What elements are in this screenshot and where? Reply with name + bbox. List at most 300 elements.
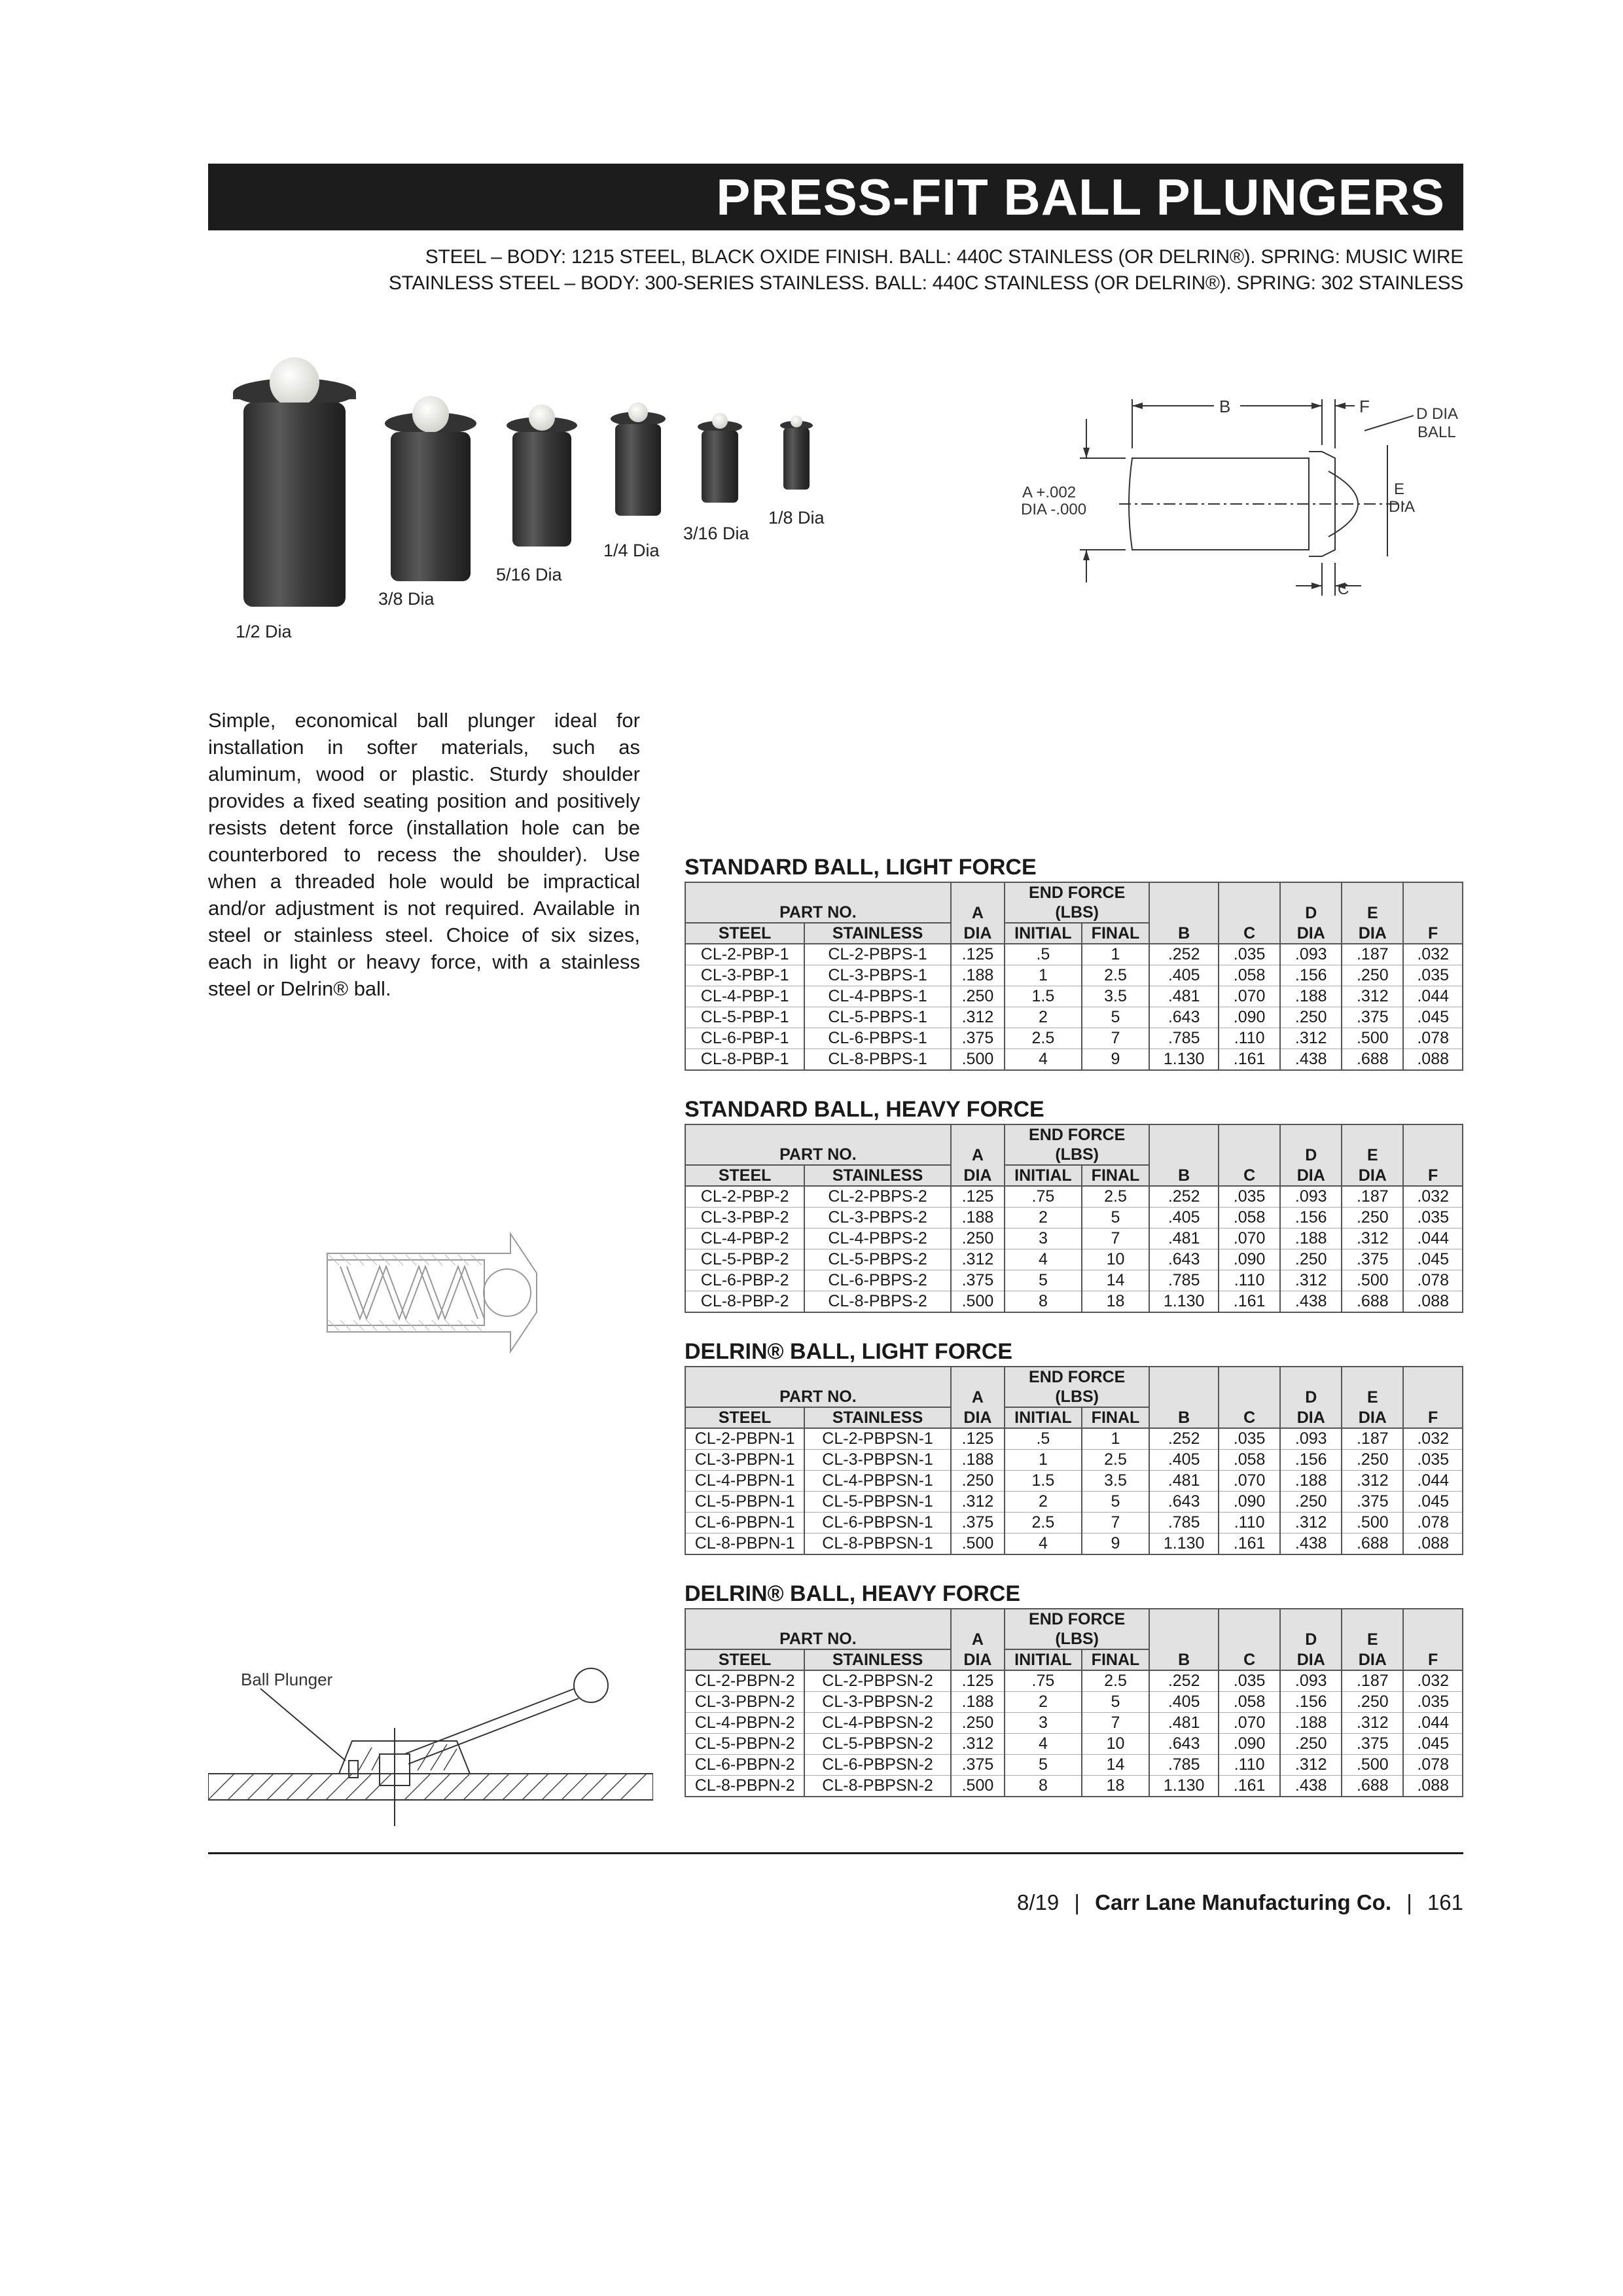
header-blank (1149, 1124, 1219, 1145)
cell-final-force: 7 (1082, 1713, 1150, 1734)
header-blank (1219, 1367, 1280, 1387)
cell-f: .045 (1403, 1492, 1463, 1513)
header-e: E (1342, 1387, 1403, 1407)
cell-f: .045 (1403, 1007, 1463, 1028)
cell-f: .088 (1403, 1776, 1463, 1797)
table-body (685, 1670, 1463, 1797)
cell-c: .070 (1219, 1471, 1280, 1492)
header-f: F (1403, 1649, 1463, 1670)
header-blank (1149, 1387, 1219, 1407)
cell-initial-force: 3 (1005, 1229, 1082, 1249)
cell-stainless-part-no: CL-4-PBPSN-1 (804, 1471, 950, 1492)
cell-c: .070 (1219, 986, 1280, 1007)
footer-date: 8/19 (1016, 1890, 1060, 1914)
header-blank (1403, 1629, 1463, 1649)
header-blank (1219, 882, 1280, 903)
header-row (685, 1629, 1463, 1649)
cell-initial-force: 4 (1005, 1049, 1082, 1071)
cell-f: .032 (1403, 1670, 1463, 1692)
table-header (685, 1609, 1463, 1670)
header-blank (685, 1124, 951, 1145)
cell-b: .481 (1149, 986, 1219, 1007)
cell-e-dia: .688 (1342, 1534, 1403, 1555)
cell-f: .045 (1403, 1249, 1463, 1270)
spring-cross-section (314, 1214, 550, 1371)
cell-b: .405 (1149, 1208, 1219, 1229)
header-blank (1149, 882, 1219, 903)
cell-steel-part-no: CL-5-PBP-1 (685, 1007, 804, 1028)
cell-steel-part-no: CL-6-PBPN-2 (685, 1755, 804, 1776)
cell-a-dia: .312 (951, 1249, 1005, 1270)
cell-c: .090 (1219, 1492, 1280, 1513)
cell-b: .481 (1149, 1229, 1219, 1249)
table-title: STANDARD BALL, LIGHT FORCE (685, 855, 1037, 880)
cell-c: .070 (1219, 1713, 1280, 1734)
cell-d-dia: .250 (1280, 1007, 1342, 1028)
cell-e-dia: .312 (1342, 986, 1403, 1007)
header-row (685, 1165, 1463, 1186)
header-blank (1403, 1609, 1463, 1629)
cell-c: .035 (1219, 944, 1280, 965)
spec-table (685, 1366, 1463, 1555)
cell-f: .035 (1403, 965, 1463, 986)
table-row (685, 1249, 1463, 1270)
cell-a-dia: .250 (951, 1713, 1005, 1734)
header-stainless: STAINLESS (804, 1649, 950, 1670)
cell-stainless-part-no: CL-8-PBPSN-2 (804, 1776, 950, 1797)
cell-initial-force: 2.5 (1005, 1513, 1082, 1534)
cell-d-dia: .312 (1280, 1513, 1342, 1534)
cell-d-dia: .188 (1280, 1229, 1342, 1249)
header-row (685, 1609, 1463, 1629)
title-bar (208, 164, 1463, 230)
cell-a-dia: .125 (951, 1670, 1005, 1692)
spec-table (685, 1608, 1463, 1797)
cell-steel-part-no: CL-3-PBPN-1 (685, 1450, 804, 1471)
cell-e-dia: .500 (1342, 1755, 1403, 1776)
cell-stainless-part-no: CL-2-PBPSN-1 (804, 1428, 950, 1450)
size-label-three-sixteenths: 3/16 Dia (683, 524, 749, 543)
header-blank (951, 882, 1005, 903)
header-blank (1219, 903, 1280, 923)
cell-final-force: 18 (1082, 1776, 1150, 1797)
cell-c: .110 (1219, 1513, 1280, 1534)
plunger-half-inch (233, 357, 356, 607)
header-d: D (1280, 1145, 1342, 1165)
cell-c: .058 (1219, 1450, 1280, 1471)
header-part-no: PART NO. (685, 1145, 951, 1165)
plunger-eighth-inch (780, 416, 813, 490)
cell-initial-force: 1 (1005, 1450, 1082, 1471)
cell-stainless-part-no: CL-3-PBPS-1 (804, 965, 950, 986)
header-blank (1342, 882, 1403, 903)
cell-stainless-part-no: CL-3-PBPS-2 (804, 1208, 950, 1229)
cell-c: .090 (1219, 1249, 1280, 1270)
header-d: D (1280, 1629, 1342, 1649)
product-photo (196, 340, 851, 668)
header-e: E (1342, 1145, 1403, 1165)
header-row (685, 1124, 1463, 1145)
table-header (685, 1124, 1463, 1186)
cell-d-dia: .093 (1280, 1186, 1342, 1208)
header-stainless: STAINLESS (804, 1407, 950, 1428)
header-final: FINAL (1082, 1165, 1150, 1186)
cell-e-dia: .688 (1342, 1291, 1403, 1313)
table-row (685, 1450, 1463, 1471)
table-body (685, 944, 1463, 1070)
product-description: Simple, economical ball plunger ideal for installation in softer materials, such as aluminum, wood or plastic. Sturdy shoulder provides a fixed seating position and positively resists detent force (installation hole can be counterbored to recess the shoulder). Use when a threaded hole would be impractical and/or adjustment is not required. Available in steel or stainless steel. Choice of six sizes, each in light or heavy force, with a stainless steel or Delrin® ball. (208, 709, 640, 1000)
cell-a-dia: .250 (951, 1229, 1005, 1249)
header-initial: INITIAL (1005, 1165, 1082, 1186)
cell-d-dia: .250 (1280, 1492, 1342, 1513)
header-row (685, 1387, 1463, 1407)
cell-b: .785 (1149, 1270, 1219, 1291)
cell-stainless-part-no: CL-5-PBPS-2 (804, 1249, 950, 1270)
footer-company: Carr Lane Manufacturing Co. (1095, 1890, 1392, 1914)
dimension-drawing-svg (1021, 386, 1479, 602)
cell-stainless-part-no: CL-8-PBPS-2 (804, 1291, 950, 1313)
header-a-dia: DIA (951, 923, 1005, 944)
cell-a-dia: .375 (951, 1513, 1005, 1534)
cell-e-dia: .187 (1342, 1428, 1403, 1450)
header-stainless: STAINLESS (804, 1165, 950, 1186)
cell-e-dia: .312 (1342, 1471, 1403, 1492)
cell-b: .481 (1149, 1471, 1219, 1492)
cell-f: .078 (1403, 1755, 1463, 1776)
cell-f: .078 (1403, 1270, 1463, 1291)
header-end-force: END FORCE (1005, 1124, 1149, 1145)
cell-final-force: 2.5 (1082, 965, 1150, 986)
header-e: E (1342, 903, 1403, 923)
cell-stainless-part-no: CL-5-PBPS-1 (804, 1007, 950, 1028)
cell-initial-force: .75 (1005, 1186, 1082, 1208)
table-row (685, 1229, 1463, 1249)
cell-final-force: 3.5 (1082, 986, 1150, 1007)
cell-initial-force: 4 (1005, 1534, 1082, 1555)
header-e-dia: DIA (1342, 1649, 1403, 1670)
dim-e-line1: E (1394, 480, 1405, 498)
header-d-dia: DIA (1280, 1165, 1342, 1186)
cell-steel-part-no: CL-6-PBPN-1 (685, 1513, 804, 1534)
table-row (685, 1208, 1463, 1229)
cell-b: 1.130 (1149, 1776, 1219, 1797)
header-blank (1280, 882, 1342, 903)
cell-c: .161 (1219, 1049, 1280, 1071)
cell-b: .481 (1149, 1713, 1219, 1734)
cell-steel-part-no: CL-6-PBP-2 (685, 1270, 804, 1291)
header-blank (1149, 1367, 1219, 1387)
cell-f: .078 (1403, 1028, 1463, 1049)
cell-initial-force: 4 (1005, 1249, 1082, 1270)
cell-final-force: 1 (1082, 944, 1150, 965)
table-body (685, 1428, 1463, 1554)
table-row (685, 1270, 1463, 1291)
header-f: F (1403, 923, 1463, 944)
header-row (685, 882, 1463, 903)
cell-d-dia: .312 (1280, 1755, 1342, 1776)
header-steel: STEEL (685, 1407, 804, 1428)
cell-d-dia: .188 (1280, 1713, 1342, 1734)
cell-e-dia: .250 (1342, 1208, 1403, 1229)
header-blank (1342, 1367, 1403, 1387)
cell-d-dia: .438 (1280, 1776, 1342, 1797)
cell-b: .252 (1149, 1428, 1219, 1450)
table-row (685, 986, 1463, 1007)
table-block-standard-heavy (685, 1096, 1463, 1313)
cell-c: .161 (1219, 1291, 1280, 1313)
cell-c: .090 (1219, 1734, 1280, 1755)
cell-initial-force: 2 (1005, 1208, 1082, 1229)
header-a: A (951, 1629, 1005, 1649)
cell-final-force: 3.5 (1082, 1471, 1150, 1492)
cell-e-dia: .500 (1342, 1513, 1403, 1534)
table-row (685, 965, 1463, 986)
cell-b: .252 (1149, 1186, 1219, 1208)
cell-final-force: 5 (1082, 1208, 1150, 1229)
header-row (685, 903, 1463, 923)
table-row (685, 1734, 1463, 1755)
cell-c: .058 (1219, 965, 1280, 986)
cell-final-force: 5 (1082, 1692, 1150, 1713)
cell-stainless-part-no: CL-4-PBPS-2 (804, 1229, 950, 1249)
cell-a-dia: .500 (951, 1049, 1005, 1071)
table-row (685, 1713, 1463, 1734)
dim-a-line2: DIA -.000 (1021, 501, 1087, 518)
header-blank (1149, 1629, 1219, 1649)
cell-f: .035 (1403, 1450, 1463, 1471)
cell-a-dia: .312 (951, 1492, 1005, 1513)
header-e-dia: DIA (1342, 923, 1403, 944)
cell-d-dia: .156 (1280, 965, 1342, 986)
cell-f: .032 (1403, 944, 1463, 965)
cell-stainless-part-no: CL-8-PBPSN-1 (804, 1534, 950, 1555)
header-f: F (1403, 1407, 1463, 1428)
cell-final-force: 5 (1082, 1492, 1150, 1513)
header-blank (1149, 903, 1219, 923)
installation-diagram-svg (208, 1656, 653, 1826)
cell-a-dia: .125 (951, 944, 1005, 965)
cell-e-dia: .250 (1342, 1692, 1403, 1713)
cell-b: .252 (1149, 944, 1219, 965)
cell-steel-part-no: CL-2-PBPN-1 (685, 1428, 804, 1450)
cell-stainless-part-no: CL-6-PBPS-2 (804, 1270, 950, 1291)
table-body (685, 1186, 1463, 1312)
table-row (685, 1471, 1463, 1492)
header-lbs: (LBS) (1005, 903, 1149, 923)
cell-d-dia: .188 (1280, 1471, 1342, 1492)
header-e-dia: DIA (1342, 1407, 1403, 1428)
cell-d-dia: .188 (1280, 986, 1342, 1007)
header-b: B (1149, 1407, 1219, 1428)
cell-f: .032 (1403, 1186, 1463, 1208)
cell-final-force: 5 (1082, 1007, 1150, 1028)
cell-steel-part-no: CL-2-PBP-2 (685, 1186, 804, 1208)
header-d-dia: DIA (1280, 1649, 1342, 1670)
cell-final-force: 7 (1082, 1229, 1150, 1249)
cell-b: .785 (1149, 1513, 1219, 1534)
cell-d-dia: .156 (1280, 1208, 1342, 1229)
cell-a-dia: .125 (951, 1186, 1005, 1208)
cell-e-dia: .375 (1342, 1249, 1403, 1270)
table-header (685, 882, 1463, 944)
page-footer (1017, 1890, 1463, 1915)
cell-d-dia: .156 (1280, 1450, 1342, 1471)
header-blank (1219, 1609, 1280, 1629)
header-c: C (1219, 923, 1280, 944)
dim-d-line2: BALL (1418, 423, 1456, 441)
header-lbs: (LBS) (1005, 1145, 1149, 1165)
cell-stainless-part-no: CL-6-PBPS-1 (804, 1028, 950, 1049)
cell-c: .035 (1219, 1428, 1280, 1450)
header-blank (1219, 1145, 1280, 1165)
cell-steel-part-no: CL-5-PBPN-1 (685, 1492, 804, 1513)
cell-c: .161 (1219, 1534, 1280, 1555)
header-blank (1280, 1124, 1342, 1145)
cell-f: .044 (1403, 1471, 1463, 1492)
cell-final-force: 2.5 (1082, 1670, 1150, 1692)
cell-a-dia: .312 (951, 1734, 1005, 1755)
table-row (685, 1534, 1463, 1555)
cell-e-dia: .187 (1342, 1186, 1403, 1208)
cell-final-force: 14 (1082, 1755, 1150, 1776)
cell-f: .032 (1403, 1428, 1463, 1450)
cell-steel-part-no: CL-4-PBP-2 (685, 1229, 804, 1249)
page-title: PRESS-FIT BALL PLUNGERS (716, 168, 1445, 226)
table-row (685, 1028, 1463, 1049)
ball-plunger-callout: Ball Plunger (241, 1670, 333, 1689)
cell-f: .035 (1403, 1208, 1463, 1229)
cell-b: .643 (1149, 1492, 1219, 1513)
cell-d-dia: .093 (1280, 1670, 1342, 1692)
cell-c: .110 (1219, 1270, 1280, 1291)
cell-initial-force: 1.5 (1005, 986, 1082, 1007)
cell-f: .044 (1403, 1229, 1463, 1249)
header-final: FINAL (1082, 1649, 1150, 1670)
size-label-three-eighths: 3/8 Dia (378, 589, 435, 609)
cell-steel-part-no: CL-3-PBPN-2 (685, 1692, 804, 1713)
spec-line-stainless: STAINLESS STEEL – BODY: 300-SERIES STAINLESS. BALL: 440C STAINLESS (OR DELRIN®). SPRING: 302 STAINLESS (388, 272, 1463, 294)
header-lbs: (LBS) (1005, 1629, 1149, 1649)
cell-steel-part-no: CL-6-PBP-1 (685, 1028, 804, 1049)
cell-stainless-part-no: CL-2-PBPSN-2 (804, 1670, 950, 1692)
table-row (685, 1186, 1463, 1208)
cell-steel-part-no: CL-4-PBPN-2 (685, 1713, 804, 1734)
header-b: B (1149, 1165, 1219, 1186)
cell-c: .035 (1219, 1186, 1280, 1208)
cell-final-force: 7 (1082, 1513, 1150, 1534)
cell-a-dia: .250 (951, 1471, 1005, 1492)
cell-steel-part-no: CL-8-PBP-1 (685, 1049, 804, 1071)
header-stainless: STAINLESS (804, 923, 950, 944)
cell-f: .045 (1403, 1734, 1463, 1755)
cell-c: .161 (1219, 1776, 1280, 1797)
table-title: DELRIN® BALL, HEAVY FORCE (685, 1581, 1021, 1606)
header-blank (1342, 1609, 1403, 1629)
table-title: DELRIN® BALL, LIGHT FORCE (685, 1339, 1013, 1364)
header-blank (1403, 1367, 1463, 1387)
ball-plungers-illustration (196, 340, 851, 668)
header-c: C (1219, 1649, 1280, 1670)
header-e-dia: DIA (1342, 1165, 1403, 1186)
header-blank (1149, 1145, 1219, 1165)
header-d: D (1280, 903, 1342, 923)
header-row (685, 1407, 1463, 1428)
cell-final-force: 18 (1082, 1291, 1150, 1313)
cell-e-dia: .250 (1342, 1450, 1403, 1471)
header-blank (1149, 1609, 1219, 1629)
cell-b: 1.130 (1149, 1049, 1219, 1071)
cell-a-dia: .375 (951, 1270, 1005, 1291)
footer-page-number: 161 (1427, 1890, 1463, 1914)
table-row (685, 1007, 1463, 1028)
cell-b: .405 (1149, 1692, 1219, 1713)
cell-a-dia: .500 (951, 1534, 1005, 1555)
plunger-quarter-inch (611, 403, 666, 516)
header-a: A (951, 903, 1005, 923)
header-blank (1403, 1124, 1463, 1145)
table-row (685, 1428, 1463, 1450)
table-row (685, 1291, 1463, 1313)
dim-e-line2: DIA (1389, 498, 1416, 516)
cell-final-force: 10 (1082, 1734, 1150, 1755)
cell-initial-force: 2 (1005, 1492, 1082, 1513)
dimension-drawing (1021, 386, 1479, 602)
table-row (685, 1692, 1463, 1713)
plunger-three-sixteenths (698, 413, 742, 503)
dim-d-line1: D DIA (1416, 405, 1459, 423)
size-label-quarter: 1/4 Dia (603, 541, 660, 560)
table-row (685, 1513, 1463, 1534)
cell-e-dia: .688 (1342, 1049, 1403, 1071)
header-blank (1219, 1629, 1280, 1649)
cell-stainless-part-no: CL-3-PBPSN-2 (804, 1692, 950, 1713)
cell-initial-force: 2.5 (1005, 1028, 1082, 1049)
cell-c: .110 (1219, 1755, 1280, 1776)
header-blank (1403, 903, 1463, 923)
cell-d-dia: .312 (1280, 1270, 1342, 1291)
cell-steel-part-no: CL-8-PBPN-2 (685, 1776, 804, 1797)
header-blank (1342, 1124, 1403, 1145)
header-blank (1403, 1387, 1463, 1407)
cell-steel-part-no: CL-8-PBPN-1 (685, 1534, 804, 1555)
cell-a-dia: .188 (951, 965, 1005, 986)
cell-f: .088 (1403, 1291, 1463, 1313)
cell-steel-part-no: CL-4-PBPN-1 (685, 1471, 804, 1492)
header-blank (951, 1367, 1005, 1387)
footer-separator: | (1406, 1890, 1412, 1914)
size-label-eighth: 1/8 Dia (768, 508, 825, 528)
header-b: B (1149, 1649, 1219, 1670)
header-b: B (1149, 923, 1219, 944)
cell-c: .058 (1219, 1692, 1280, 1713)
header-steel: STEEL (685, 923, 804, 944)
cell-initial-force: .5 (1005, 944, 1082, 965)
header-a-dia: DIA (951, 1649, 1005, 1670)
cell-e-dia: .187 (1342, 1670, 1403, 1692)
cell-d-dia: .156 (1280, 1692, 1342, 1713)
table-block-standard-light (685, 854, 1463, 1071)
cell-stainless-part-no: CL-4-PBPSN-2 (804, 1713, 950, 1734)
cell-e-dia: .187 (1342, 944, 1403, 965)
cell-steel-part-no: CL-5-PBP-2 (685, 1249, 804, 1270)
cell-f: .088 (1403, 1534, 1463, 1555)
cell-steel-part-no: CL-4-PBP-1 (685, 986, 804, 1007)
cell-final-force: 7 (1082, 1028, 1150, 1049)
cell-b: 1.130 (1149, 1291, 1219, 1313)
cell-f: .078 (1403, 1513, 1463, 1534)
table-block-delrin-heavy (685, 1581, 1463, 1797)
dim-b: B (1219, 397, 1231, 416)
